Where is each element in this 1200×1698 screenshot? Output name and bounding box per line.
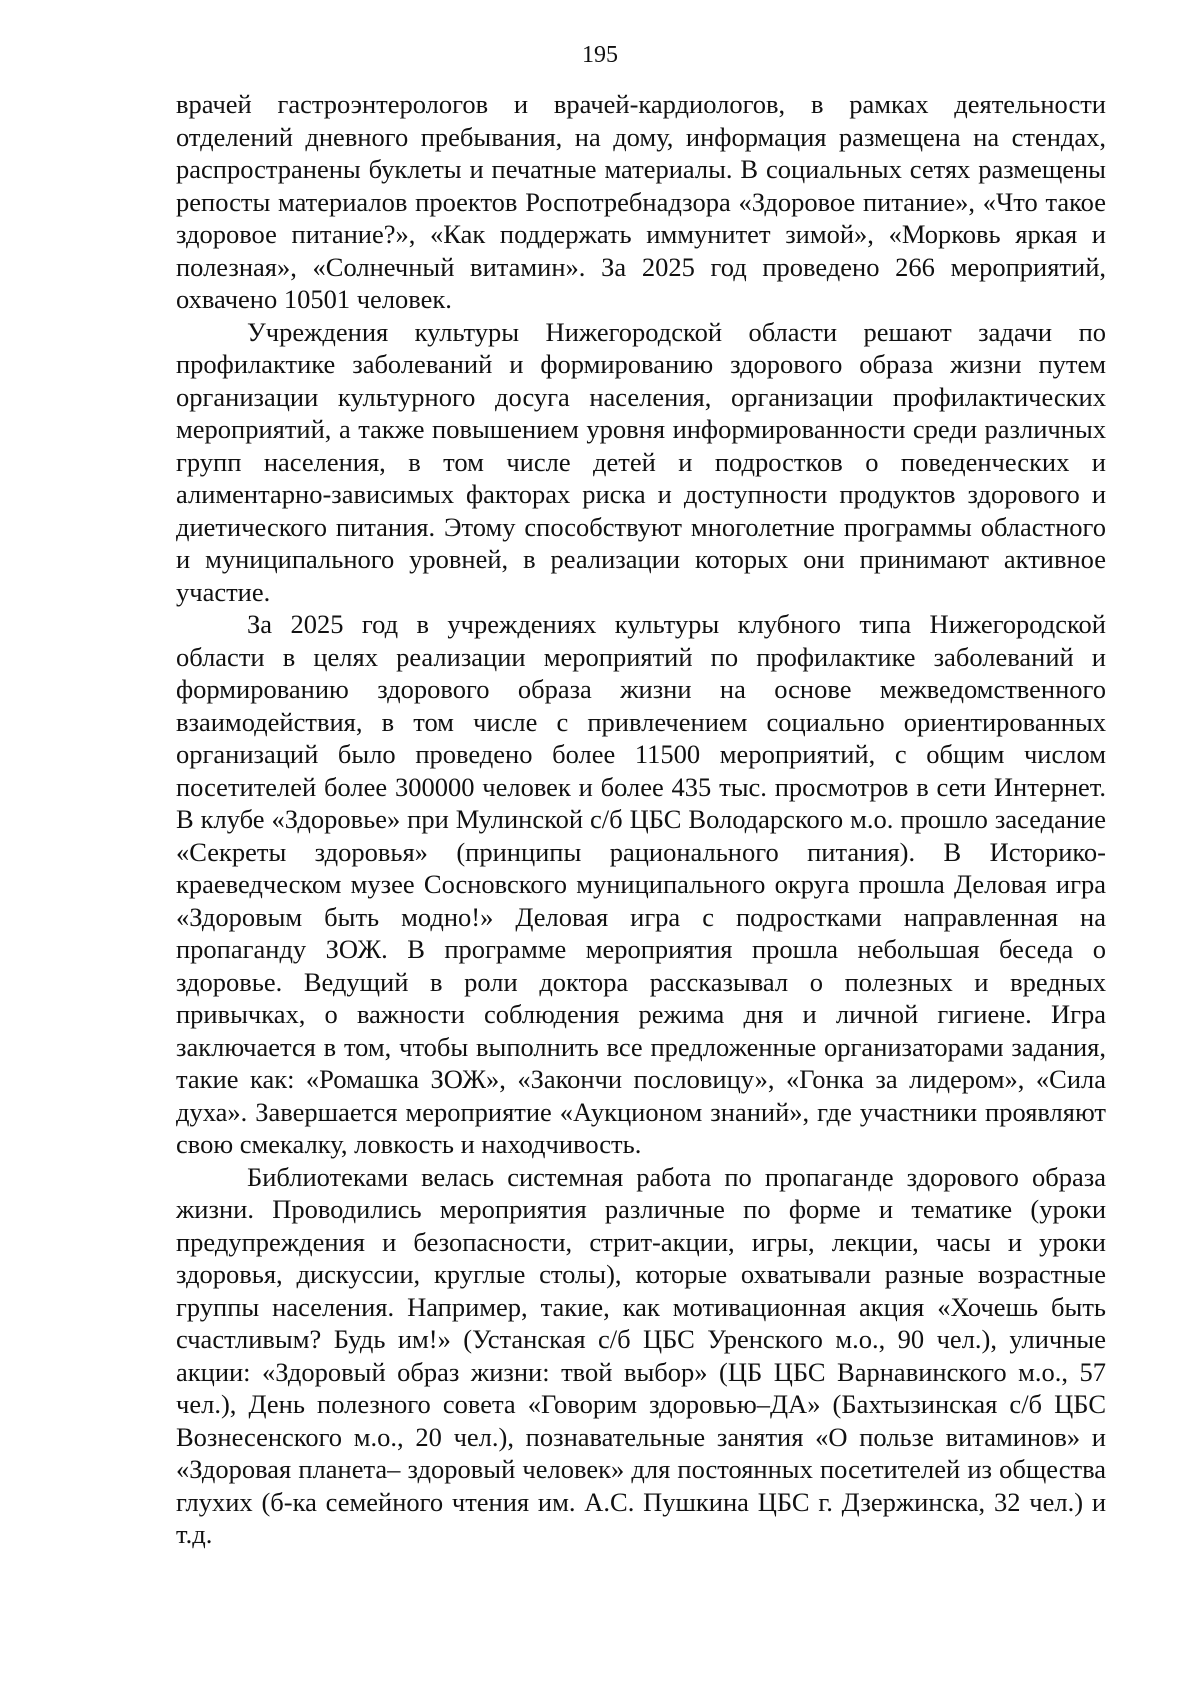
document-body bbox=[176, 88, 1106, 1551]
paragraph-libraries: Библиотеками велась системная работа по пропаганде здорового образа жизни. Проводились мероприятия различные по форме и тематике (уроки предупреждения и безопасности, стрит-акции, игры, лекции, часы и уроки здоровья, дискуссии, круглые столы), которые охватывали разные возрастные группы населения. Например, такие, как мотивационная акция «Хочешь быть счастливым? Будь им!» (Устанская с/б ЦБС Уренского м.о., 90 чел.), уличные акции: «Здоровый образ жизни: твой выбор» (ЦБ ЦБС Варнавинского м.о., 57 чел.), День полезного совета «Говорим здоровью–ДА» (Бахтызинская с/б ЦБС Вознесенского м.о., 20 чел.), познавательные занятия «О пользе витаминов» и «Здоровая планета– здоровый человек» для постоянных посетителей из общества глухих (б-ка семейного чтения им. А.С. Пушкина ЦБС г. Дзержинска, 32 чел.) и т.д. bbox=[176, 1161, 1106, 1549]
page-number: 195 bbox=[582, 42, 618, 68]
paragraph-culture-institutions: Учреждения культуры Нижегородской области решают задачи по профилактике заболеваний и формированию здорового образа жизни путем организации культурного досуга населения, организации профилактических мероприятий, а также повышением уровня информированности среди различных групп населения, в том числе детей и подростков о поведенческих и алиментарно-зависимых факторах риска и доступности продуктов здорового и диетического питания. Этому способствуют многолетние программы областного и муниципального уровней, в реализации которых они принимают активное участие. bbox=[176, 316, 1106, 607]
paragraph-continuation: врачей гастроэнтерологов и врачей-кардиологов, в рамках деятельности отделений дневного пребывания, на дому, информация размещена на стендах, распространены буклеты и печатные материалы. В социальных сетях размещены репосты материалов проектов Роспотребнадзора «Здоровое питание», «Что такое здоровое питание?», «Как поддержать иммунитет зимой», «Морковь яркая и полезная», «Солнечный витамин». За 2025 год проведено 266 мероприятий, охвачено 10501 человек. bbox=[176, 89, 1106, 314]
paragraph-club-events: За 2025 год в учреждениях культуры клубного типа Нижегородской области в целях реализации мероприятий по профилактике заболеваний и формированию здорового образа жизни на основе межведомственного взаимодействия, в том числе с привлечением социально ориентированных организаций было проведено более 11500 мероприятий, с общим числом посетителей более 300000 человек и более 435 тыс. просмотров в сети Интернет. В клубе «Здоровье» при Мулинской с/б ЦБС Володарского м.о. прошло заседание «Секреты здоровья» (принципы рационального питания). В Историко-краеведческом музее Сосновского муниципального округа прошла Деловая игра «Здоровым быть модно!» Деловая игра с подростками направленная на пропаганду ЗОЖ. В программе мероприятия прошла небольшая беседа о здоровье. Ведущий в роли доктора рассказывал о полезных и вредных привычках, о важности соблюдения режима дня и личной гигиене. Игра заключается в том, чтобы выполнить все предложенные организаторами задания, такие как: «Ромашка ЗОЖ», «Закончи пословицу», «Гонка за лидером», «Сила духа». Завершается мероприятие «Аукционом знаний», где участники проявляют свою смекалку, ловкость и находчивость. bbox=[176, 609, 1106, 1159]
